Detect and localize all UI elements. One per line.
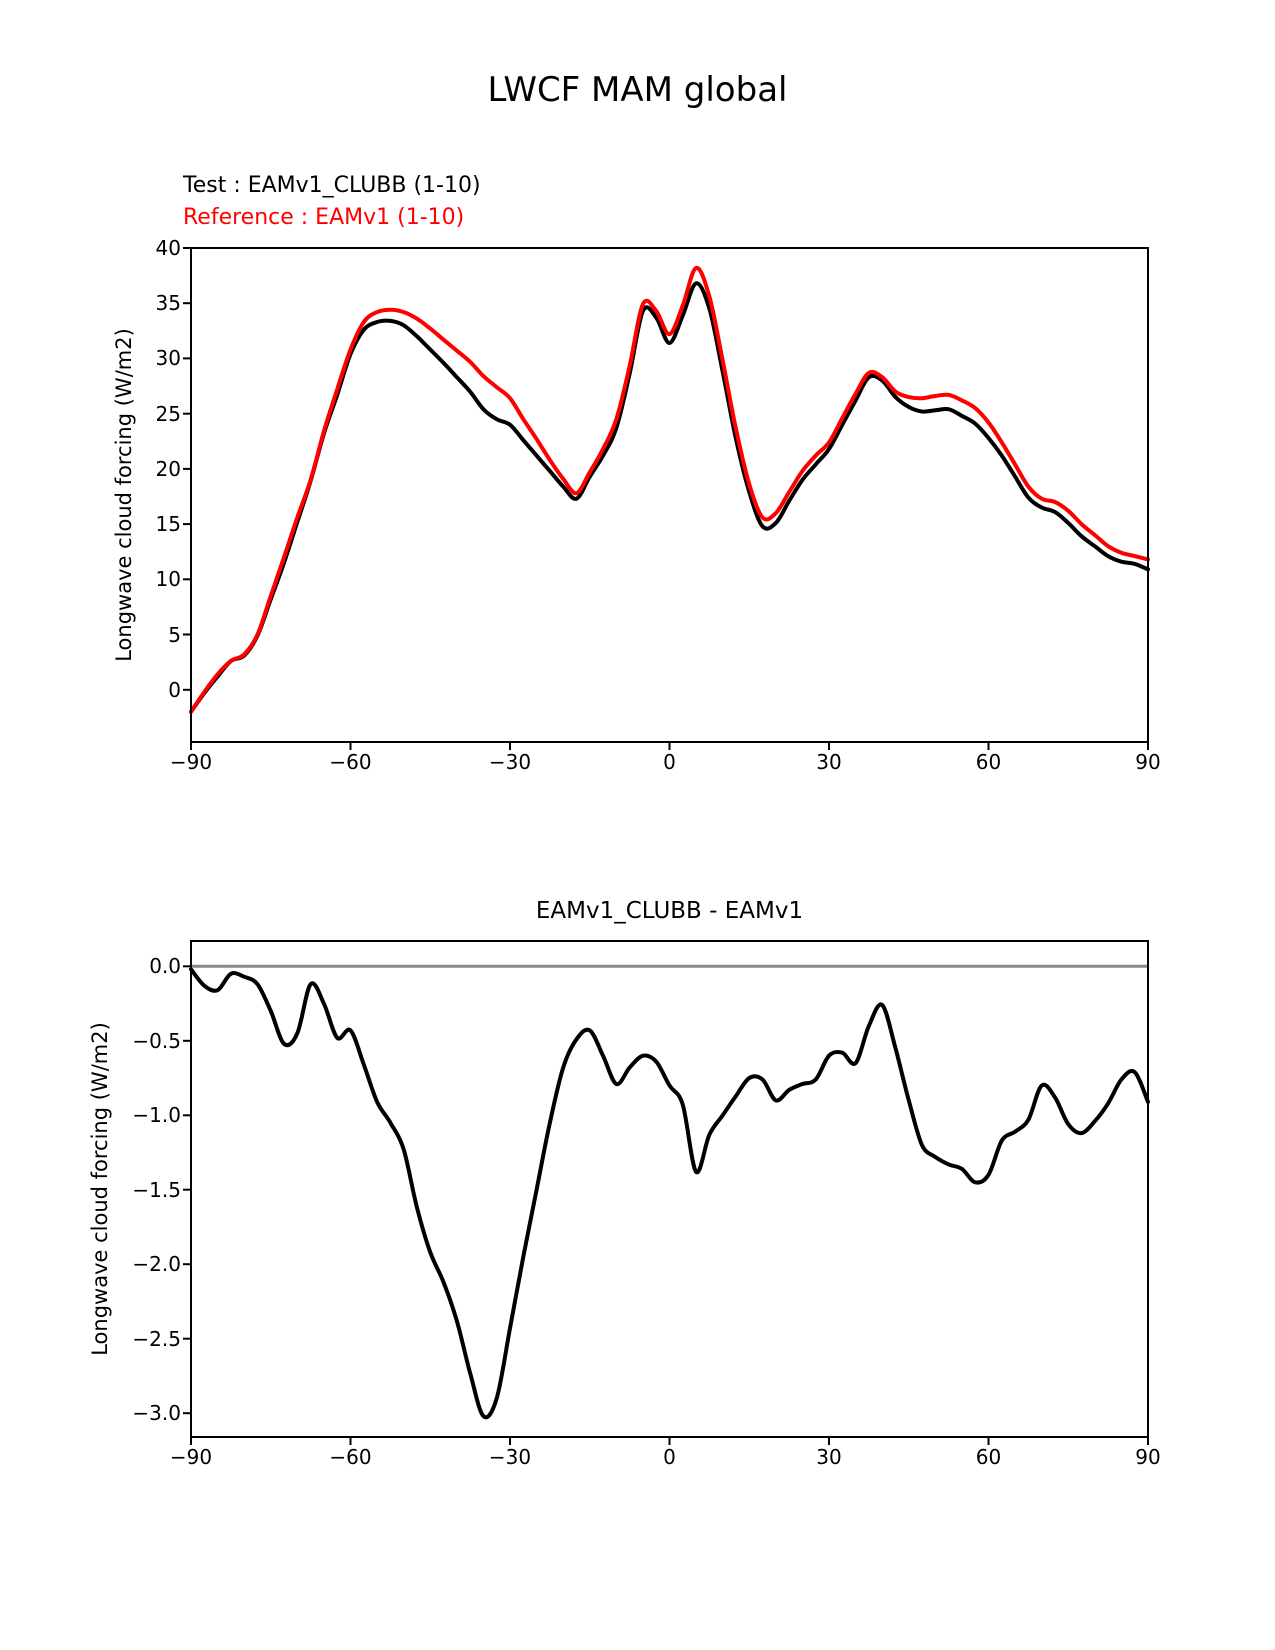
plot-frame xyxy=(191,248,1148,742)
legend xyxy=(183,170,481,234)
x-tick-label: 60 xyxy=(975,750,1002,774)
x-tick-label: 90 xyxy=(1135,1445,1161,1469)
x-tick-label: −90 xyxy=(169,1445,213,1469)
series-line-eamv1-clubb-eamv1 xyxy=(191,969,1148,1417)
bottom-plot-title: EAMv1_CLUBB - EAMv1 xyxy=(535,898,804,924)
x-tick-label: 30 xyxy=(816,1445,842,1469)
series-line-test-eamv1-clubb-1-10 xyxy=(191,283,1148,712)
x-tick-label: 30 xyxy=(816,750,842,774)
x-tick-label: 0 xyxy=(663,1445,676,1469)
top-plot xyxy=(155,236,1161,774)
y-tick-label: 35 xyxy=(155,291,181,316)
y-tick-label: 10 xyxy=(155,567,181,592)
y-tick-label: −3.0 xyxy=(132,1401,181,1426)
y-tick-label: 5 xyxy=(168,622,181,647)
y-tick-label: −2.5 xyxy=(132,1326,181,1351)
x-tick-label: −90 xyxy=(169,750,213,774)
y-tick-label: 0 xyxy=(168,677,181,702)
legend-test-label: Test : EAMv1_CLUBB (1-10) xyxy=(183,173,481,198)
y-tick-label: 15 xyxy=(155,512,181,537)
plot-frame xyxy=(191,941,1148,1437)
y-tick-label: 25 xyxy=(155,401,181,426)
y-tick-label: 0.0 xyxy=(149,954,181,979)
y-tick-label: −0.5 xyxy=(132,1028,181,1053)
x-tick-label: 90 xyxy=(1135,750,1161,774)
y-tick-label: −1.5 xyxy=(132,1177,181,1202)
bottom-plot xyxy=(132,941,1161,1469)
series-line-reference-eamv1-1-10 xyxy=(191,268,1148,712)
x-tick-label: 60 xyxy=(975,1445,1002,1469)
bottom-plot-ylabel: Longwave cloud forcing (W/m2) xyxy=(88,1022,112,1356)
figure-title: LWCF MAM global xyxy=(487,70,788,110)
plot-canvas xyxy=(191,248,1148,742)
y-tick-label: 30 xyxy=(155,346,181,371)
plot-canvas xyxy=(191,941,1148,1437)
y-tick-label: 40 xyxy=(155,236,181,260)
y-tick-label: −2.0 xyxy=(132,1252,181,1277)
x-tick-label: 0 xyxy=(663,750,676,774)
x-tick-label: −30 xyxy=(488,1445,532,1469)
x-tick-label: −60 xyxy=(329,1445,372,1469)
legend-reference-label: Reference : EAMv1 (1-10) xyxy=(183,205,465,230)
top-plot-ylabel: Longwave cloud forcing (W/m2) xyxy=(112,328,136,662)
y-tick-label: −1.0 xyxy=(132,1103,181,1128)
y-tick-label: 20 xyxy=(155,456,181,481)
x-tick-label: −60 xyxy=(329,750,372,774)
x-tick-label: −30 xyxy=(488,750,532,774)
